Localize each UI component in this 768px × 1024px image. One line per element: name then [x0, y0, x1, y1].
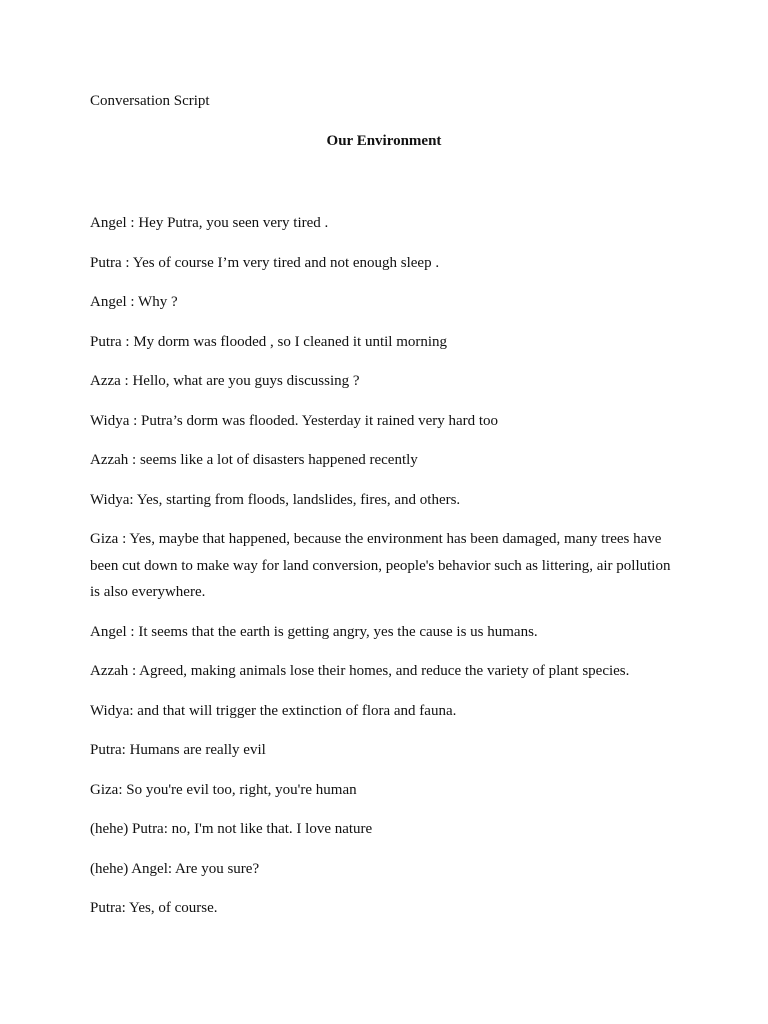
- dialogue-line: Giza : Yes, maybe that happened, because the environment has been damaged, many trees have been cut down to make way for land conversion, people's behavior such as littering, air pollution is also everywhere.: [90, 531, 671, 600]
- dialogue-line: Angel : It seems that the earth is getting angry, yes the cause is us humans.: [90, 623, 538, 640]
- dialogue-line: Putra : Yes of course I’m very tired and not enough sleep .: [90, 254, 440, 271]
- dialogue-line: Putra: Humans are really evil: [90, 742, 266, 758]
- dialogue-line: Angel : Why ?: [90, 294, 178, 310]
- dialogue-line: Widya: and that will trigger the extinction of flora and fauna.: [90, 702, 457, 719]
- dialogue-line: Widya : Putra’s dorm was flooded. Yesterday it rained very hard too: [90, 412, 499, 429]
- dialogue-line: Giza: So you're evil too, right, you're human: [90, 781, 357, 798]
- dialogue-line: Putra : My dorm was flooded , so I cleaned it until morning: [90, 333, 448, 350]
- dialogue-lines: [90, 210, 680, 935]
- document-heading: Conversation Script: [90, 93, 210, 109]
- dialogue-line: (hehe) Putra: no, I'm not like that. I love nature: [90, 821, 373, 837]
- dialogue-line: Putra: Yes, of course.: [90, 900, 218, 916]
- dialogue-line: Azzah : Agreed, making animals lose their homes, and reduce the variety of plant species.: [90, 663, 630, 679]
- dialogue-line: Azza : Hello, what are you guys discussing ?: [90, 373, 360, 389]
- dialogue-line: Angel : Hey Putra, you seen very tired .: [90, 215, 329, 231]
- dialogue-line: (hehe) Angel: Are you sure?: [90, 860, 260, 877]
- document-title: Our Environment: [326, 133, 442, 149]
- dialogue-line: Widya: Yes, starting from floods, landslides, fires, and others.: [90, 491, 461, 508]
- dialogue-line: Azzah : seems like a lot of disasters happened recently: [90, 452, 418, 468]
